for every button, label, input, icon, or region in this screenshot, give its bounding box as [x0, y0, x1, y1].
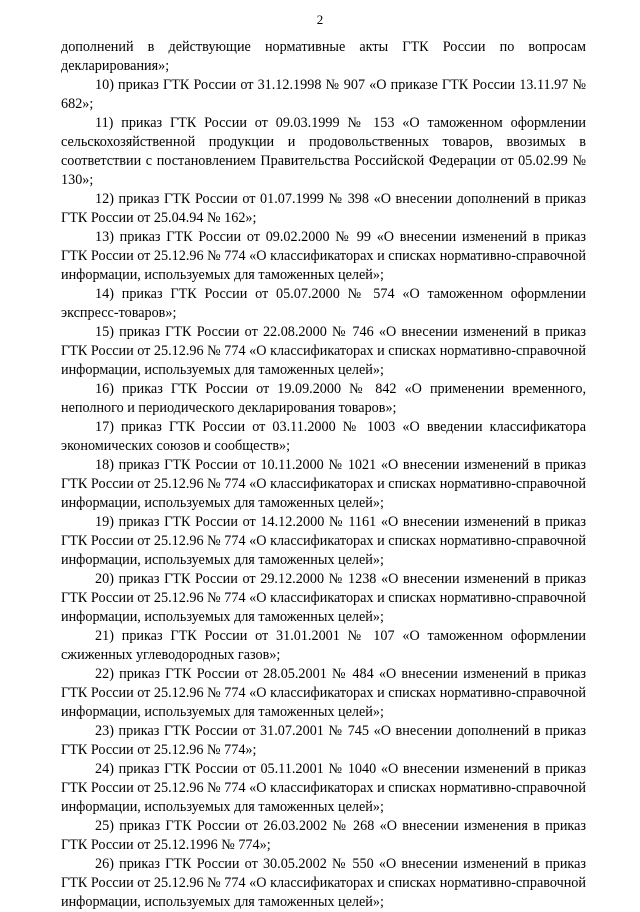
list-item-continuation: дополнений в действующие нормативные акты ГТК России по вопросам декларирования»; [61, 39, 586, 74]
list-item-22: 22) приказ ГТК России от 28.05.2001 № 484 «О внесении изменений в приказ ГТК России от 25.12.96 № 774 «О классификаторах и списках нормативно-справочной информации, используемых для таможенных целей»; [61, 666, 586, 720]
list-item-21: 21) приказ ГТК России от 31.01.2001 № 107 «О таможенном оформлении сжиженных углеводородных газов»; [61, 628, 586, 663]
document-body [61, 38, 586, 912]
list-item-18: 18) приказ ГТК России от 10.11.2000 № 1021 «О внесении изменений в приказ ГТК России от 25.12.96 № 774 «О классификаторах и списках нормативно-справочной информации, используемых для таможенных целей»; [61, 457, 586, 511]
list-item-23: 23) приказ ГТК России от 31.07.2001 № 745 «О внесении дополнений в приказ ГТК России от 25.12.96 № 774»; [61, 723, 586, 758]
list-item-15: 15) приказ ГТК России от 22.08.2000 № 746 «О внесении изменений в приказ ГТК России от 25.12.96 № 774 «О классификаторах и списках нормативно-справочной информации, используемых для таможенных целей»; [61, 324, 586, 378]
list-item-24: 24) приказ ГТК России от 05.11.2001 № 1040 «О внесении изменений в приказ ГТК России от 25.12.96 № 774 «О классификаторах и списках нормативно-справочной информации, используемых для таможенных целей»; [61, 761, 586, 815]
list-item-19: 19) приказ ГТК России от 14.12.2000 № 1161 «О внесении изменений в приказ ГТК России от 25.12.96 № 774 «О классификаторах и списках нормативно-справочной информации, используемых для таможенных целей»; [61, 514, 586, 568]
list-item-13: 13) приказ ГТК России от 09.02.2000 № 99 «О внесении изменений в приказ ГТК России от 25.12.96 № 774 «О классификаторах и списках нормативно-справочной информации, используемых для таможенных целей»; [61, 229, 586, 283]
list-item-20: 20) приказ ГТК России от 29.12.2000 № 1238 «О внесении изменений в приказ ГТК России от 25.12.96 № 774 «О классификаторах и списках нормативно-справочной информации, используемых для таможенных целей»; [61, 571, 586, 625]
list-item-12: 12) приказ ГТК России от 01.07.1999 № 398 «О внесении дополнений в приказ ГТК России от 25.04.94 № 162»; [61, 191, 586, 226]
list-item-17: 17) приказ ГТК России от 03.11.2000 № 1003 «О введении классификатора экономических союзов и сообществ»; [61, 419, 586, 454]
list-item-10: 10) приказ ГТК России от 31.12.1998 № 907 «О приказе ГТК России 13.11.97 № 682»; [61, 77, 586, 112]
list-item-14: 14) приказ ГТК России от 05.07.2000 № 574 «О таможенном оформлении экспресс-товаров»; [61, 286, 586, 321]
list-item-25: 25) приказ ГТК России от 26.03.2002 № 268 «О внесении изменения в приказ ГТК России от 25.12.1996 № 774»; [61, 818, 586, 853]
list-item-16: 16) приказ ГТК России от 19.09.2000 № 842 «О применении временного, неполного и периодического декларирования товаров»; [61, 381, 586, 416]
list-item-11: 11) приказ ГТК России от 09.03.1999 № 153 «О таможенном оформлении сельскохозяйственной продукции и продовольственных товаров, ввозимых в соответствии с постановлением Правительства Российской Федерации от 05.02.99 № 130»; [61, 115, 586, 188]
page-number: 2 [316, 12, 324, 27]
list-item-26: 26) приказ ГТК России от 30.05.2002 № 550 «О внесении изменений в приказ ГТК России от 25.12.96 № 774 «О классификаторах и списках нормативно-справочной информации, используемых для таможенных целей»; [61, 856, 586, 910]
